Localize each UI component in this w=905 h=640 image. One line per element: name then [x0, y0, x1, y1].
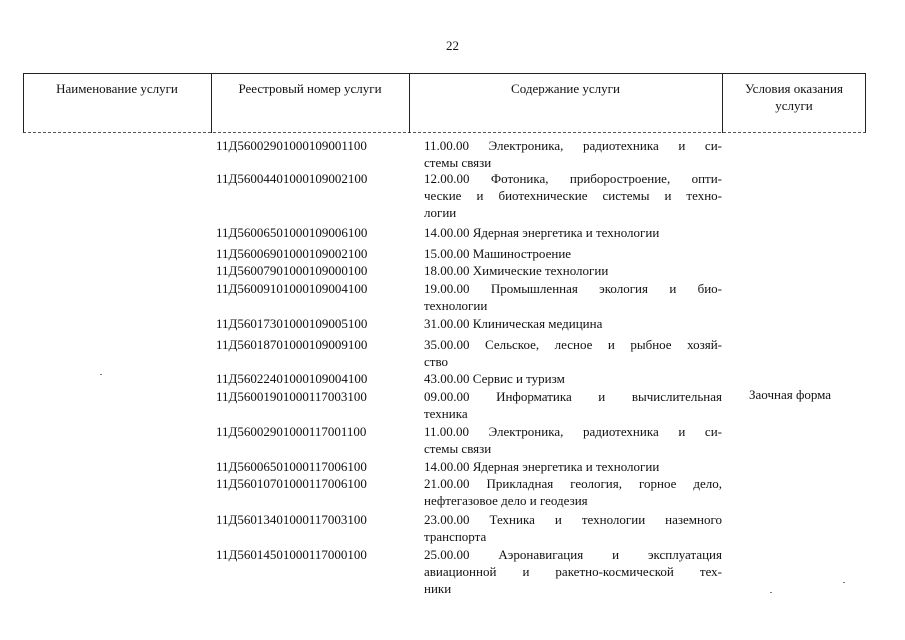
header-conditions-line1: Условия оказания [745, 81, 843, 96]
service-content-line: стемы связи [424, 155, 492, 170]
registry-number: 11Д56007901000109000100 [216, 263, 368, 278]
service-content [424, 224, 722, 241]
service-content-line: нефтегазовое дело и геодезия [424, 493, 588, 508]
service-content-line: ческие и биотехнические системы и техно- [424, 188, 722, 203]
registry-number: 11Д56006901000109002100 [216, 246, 368, 261]
service-content-line: 11.00.00 Электроника, радиотехника и си- [424, 424, 722, 439]
delivery-condition: Заочная форма [749, 387, 832, 402]
service-content-line: ство [424, 354, 449, 369]
registry-number: 11Д56004401000109002100 [216, 171, 368, 186]
scan-speck [100, 374, 102, 375]
service-content-line: 23.00.00 Техника и технологии наземного [424, 512, 722, 527]
service-content [424, 137, 722, 171]
scan-speck [770, 592, 772, 593]
service-content-line: 12.00.00 Фотоника, приборостроение, опти- [424, 171, 722, 186]
header-content: Содержание услуги [511, 81, 620, 96]
service-content [424, 280, 722, 314]
service-content [424, 370, 722, 387]
service-content-line: 31.00.00 Клиническая медицина [424, 316, 603, 331]
service-content-line: 09.00.00 Информатика и вычислительная [424, 389, 722, 404]
registry-number: 11Д56006501000109006100 [216, 225, 368, 240]
service-content [424, 475, 722, 509]
service-content [424, 511, 722, 545]
service-content-line: техника [424, 406, 468, 421]
service-content-line: авиационной и ракетно-космической тех- [424, 564, 722, 579]
registry-number: 11Д56022401000109004100 [216, 371, 368, 386]
service-content [424, 245, 722, 262]
service-content-line: транспорта [424, 529, 487, 544]
header-conditions [722, 80, 866, 114]
service-content [424, 315, 722, 332]
service-content [424, 423, 722, 457]
service-content-line: 43.00.00 Сервис и туризм [424, 371, 565, 386]
service-content-line: 19.00.00 Промышленная экология и био- [424, 281, 722, 296]
service-content [424, 458, 722, 475]
service-content-line: 35.00.00 Сельское, лесное и рыбное хозяй- [424, 337, 722, 352]
scan-speck [843, 582, 845, 583]
service-content-line: 11.00.00 Электроника, радиотехника и си- [424, 138, 722, 153]
service-content-line: ники [424, 581, 452, 596]
registry-number: 11Д56018701000109009100 [216, 337, 368, 352]
service-content-line: 21.00.00 Прикладная геология, горное дело, [424, 476, 722, 491]
service-content-line: технологии [424, 298, 488, 313]
service-content [424, 262, 722, 279]
service-content-line: 25.00.00 Аэронавигация и эксплуатация [424, 547, 722, 562]
service-content-line: логии [424, 205, 457, 220]
registry-number: 11Д56010701000117006100 [216, 476, 367, 491]
registry-number: 11Д56006501000117006100 [216, 459, 367, 474]
registry-number: 11Д56017301000109005100 [216, 316, 368, 331]
service-content [424, 170, 722, 221]
registry-number: 11Д56001901000117003100 [216, 389, 367, 404]
header-conditions-line2: услуги [775, 98, 813, 113]
registry-number: 11Д56002901000117001100 [216, 424, 367, 439]
service-content-line: 14.00.00 Ядерная энергетика и технологии [424, 459, 660, 474]
service-content [424, 546, 722, 597]
header-registry-number: Реестровый номер услуги [238, 81, 382, 96]
registry-number: 11Д56014501000117000100 [216, 547, 367, 562]
registry-number: 11Д56002901000109001100 [216, 138, 367, 153]
page-number: 22 [446, 38, 459, 53]
registry-number: 11Д56009101000109004100 [216, 281, 368, 296]
header-name: Наименование услуги [56, 81, 178, 96]
service-content-line: 14.00.00 Ядерная энергетика и технологии [424, 225, 660, 240]
service-content-line: 15.00.00 Машиностроение [424, 246, 572, 261]
service-content [424, 388, 722, 422]
service-content-line: 18.00.00 Химические технологии [424, 263, 609, 278]
service-content-line: стемы связи [424, 441, 492, 456]
registry-number: 11Д56013401000117003100 [216, 512, 367, 527]
service-content [424, 336, 722, 370]
